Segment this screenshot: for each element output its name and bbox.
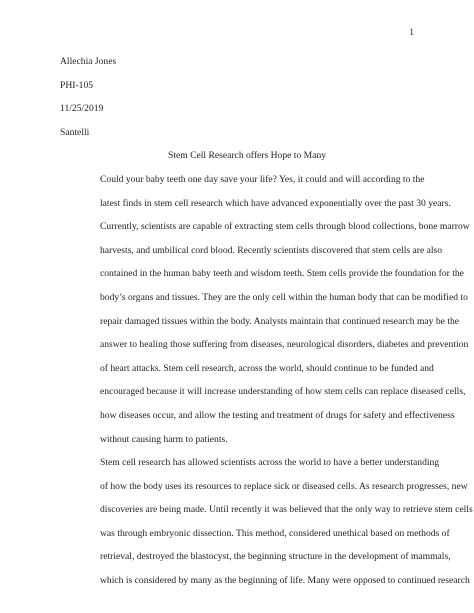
paragraph-2 xyxy=(60,451,473,593)
paragraph-line: encouraged because it will increase understanding of how stem cells can replace diseased cells, xyxy=(100,386,466,398)
document-body xyxy=(60,50,473,593)
page-number: 1 xyxy=(409,28,414,38)
paragraph-line: Could your baby teeth one day save your life? Yes, it could and will according to the xyxy=(100,173,425,185)
paragraph-line: was through embryonic dissection. This method, considered unethical based on methods of xyxy=(100,527,450,539)
paragraph-line: Stem cell research has allowed scientists across the world to have a better understanding xyxy=(100,457,440,469)
paragraph-line: discoveries are being made. Until recently it was believed that the only way to retrieve stem cells xyxy=(100,504,473,516)
course-code: PHI-105 xyxy=(60,79,94,91)
paragraph-line: contained in the human baby teeth and wisdom teeth. Stem cells provide the foundation for the xyxy=(100,268,464,280)
paragraph-line: which is considered by many as the beginning of life. Many were opposed to continued research xyxy=(100,575,470,587)
paragraph-line: repair damaged tissues within the body. Analysts maintain that continued research may be the xyxy=(100,315,460,327)
paragraph-line: of how the body uses its resources to replace sick or diseased cells. As research progresses, new xyxy=(100,480,468,492)
date: 11/25/2019 xyxy=(60,103,104,115)
paragraph-line: retrieval, destroyed the blastocyst, the beginning structure in the development of mammals, xyxy=(100,551,451,563)
document-title: Stem Cell Research offers Hope to Many xyxy=(167,150,327,162)
paragraph-line: harvests, and umbilical cord blood. Recently scientists discovered that stem cells are also xyxy=(100,244,443,256)
paragraph-line: of heart attacks. Stem cell research, across the world, should continue to be funded and xyxy=(100,362,434,374)
paragraph-line: without causing harm to patients. xyxy=(100,433,228,445)
paragraph-line: latest finds in stem cell research which have advanced exponentially over the past 30 years. xyxy=(100,197,451,209)
paragraph-1 xyxy=(60,168,470,451)
author-name: Allechia Jones xyxy=(60,56,117,67)
paragraph-line: body’s organs and tissues. They are the only cell within the human body that can be modified to xyxy=(100,291,468,303)
paragraph-line: Currently, scientists are capable of extracting stem cells through blood collections, bone marrow xyxy=(100,221,470,233)
paragraph-line: answer to healing those suffering from diseases, neurological disorders, diabetes and prevention xyxy=(100,339,469,351)
instructor-name: Santelli xyxy=(60,126,90,138)
paragraph-line: how diseases occur, and allow the testing and treatment of drugs for safety and effectiveness xyxy=(100,409,455,421)
